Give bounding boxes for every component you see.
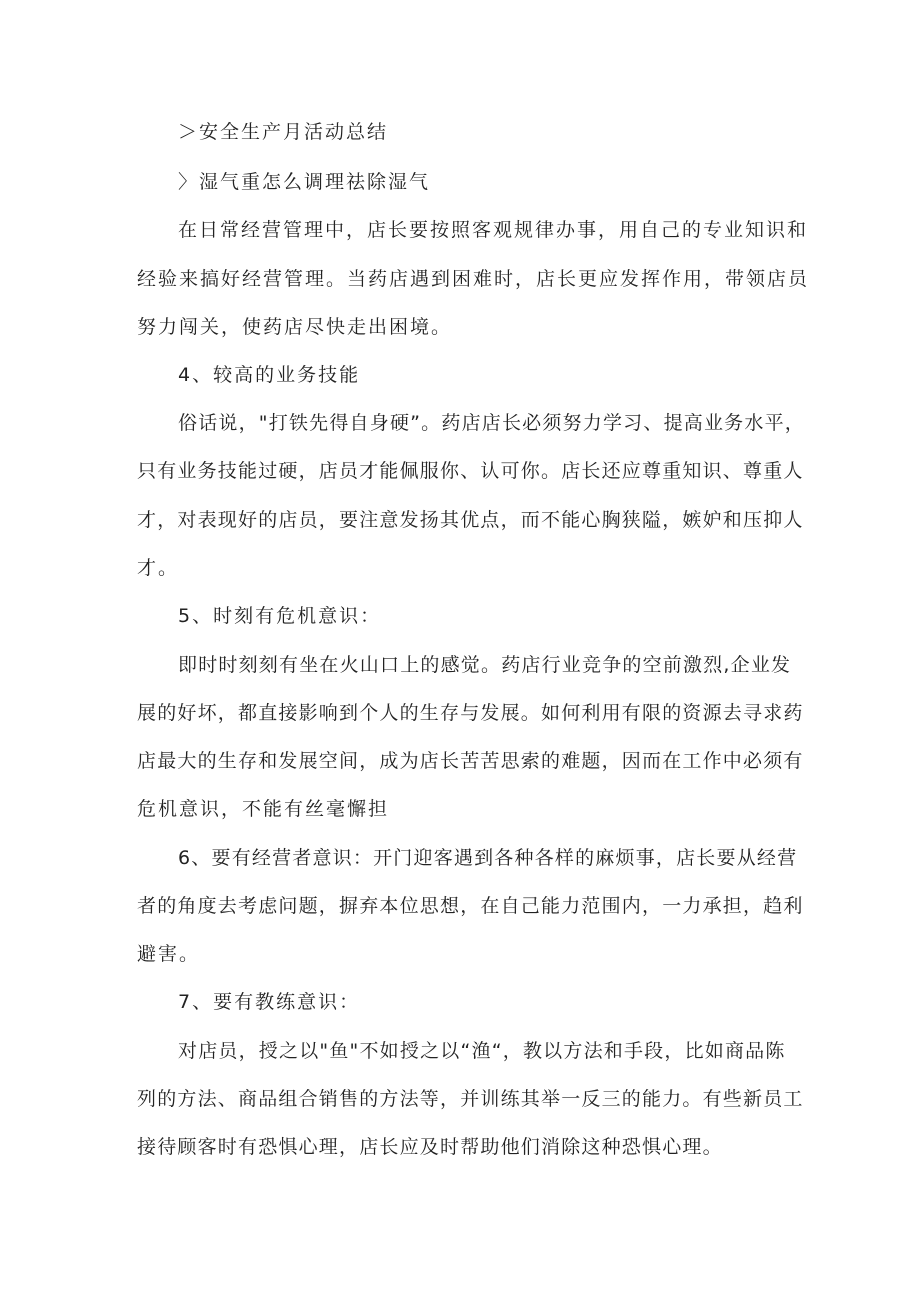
paragraph-line: 才，对表现好的店员，要注意发扬其优点，而不能心胸狭隘，嫉妒和压抑人: [137, 509, 804, 531]
paragraph-line: 才。: [137, 557, 180, 579]
paragraph-line: 在日常经营管理中，店长要按照客观规律办事，用自己的专业知识和: [178, 219, 809, 241]
paragraph-line: 列的方法、商品组合销售的方法等，并训练其举一反三的能力。有些新员工: [137, 1088, 804, 1110]
paragraph-line: 即时时刻刻有坐在火山口上的感觉。药店行业竞争的空前激烈,企业发: [178, 654, 792, 676]
paragraph-line: 展的好坏，都直接影响到个人的生存与发展。如何利用有限的资源去寻求药: [137, 702, 804, 724]
paragraph-line: 者的角度去考虑问题，摒弃本位思想，在自己能力范围内，一力承担，趋利: [137, 895, 804, 917]
related-link-safety-month-summary[interactable]: ＞安全生产月活动总结: [178, 121, 389, 143]
section-heading-6: 6、要有经营者意识：开门迎客遇到各种各样的麻烦事，店长要从经营: [178, 847, 798, 869]
paragraph-line: 店最大的生存和发展空间，成为店长苦苦思索的难题，因而在工作中必须有: [137, 750, 804, 772]
paragraph-line: 危机意识，不能有丝毫懈担: [137, 798, 390, 820]
paragraph-line: 俗话说，"打铁先得自身硬”。药店店长必须努力学习、提高业务水平，: [178, 412, 805, 434]
paragraph-line: 努力闯关，使药店尽快走出困境。: [137, 316, 453, 338]
related-link-dampness-relief[interactable]: 〉湿气重怎么调理祛除湿气: [178, 171, 431, 193]
section-heading-5: 5、时刻有危机意识：: [178, 605, 382, 627]
section-heading-7: 7、要有教练意识：: [178, 991, 361, 1013]
paragraph-line: 只有业务技能过硬，店员才能佩服你、认可你。店长还应尊重知识、尊重人: [137, 460, 804, 482]
paragraph-line: 避害。: [137, 943, 201, 965]
paragraph-line: 对店员，授之以"鱼"不如授之以“渔“，教以方法和手段，比如商品陈: [178, 1040, 786, 1062]
paragraph-line: 接待顾客时有恐惧心理，店长应及时帮助他们消除这种恐惧心理。: [137, 1136, 723, 1158]
section-heading-4: 4、较高的业务技能: [178, 364, 361, 386]
paragraph-line: 经验来搞好经营管理。当药店遇到困难时，店长更应发挥作用，带领店员: [137, 268, 810, 290]
